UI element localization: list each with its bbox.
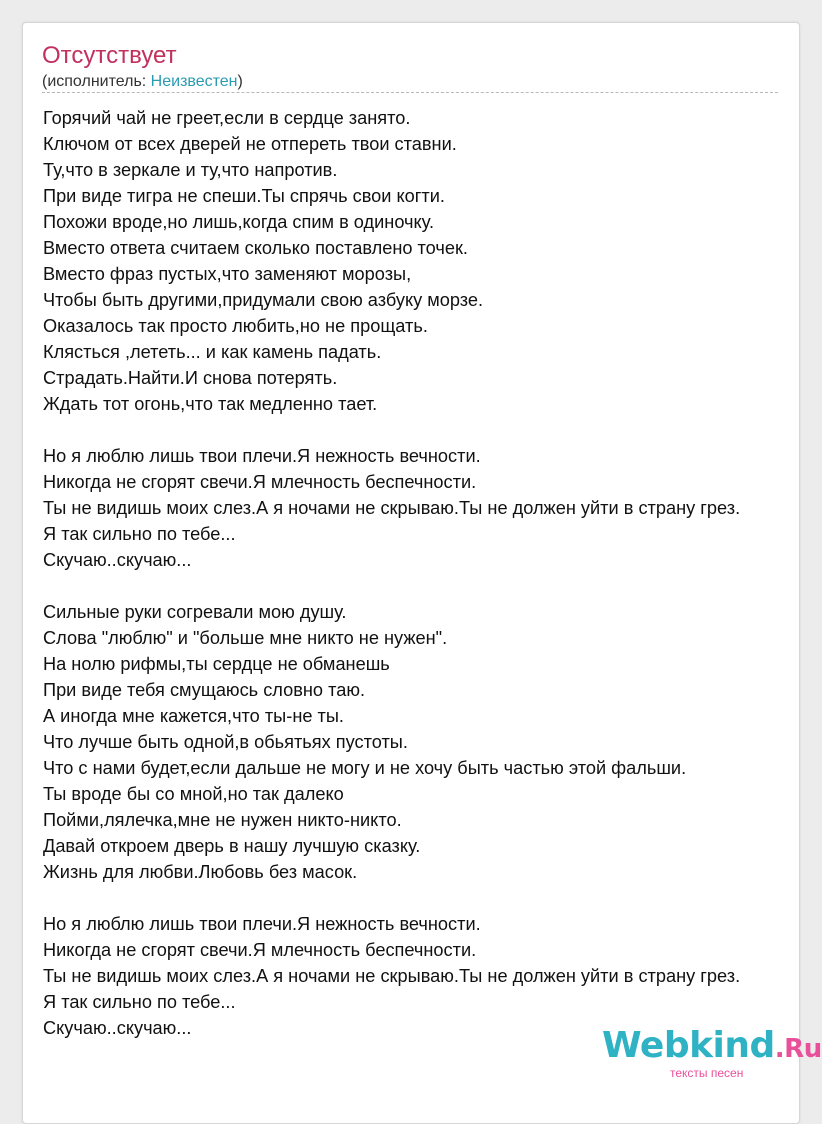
logo-tagline: тексты песен: [670, 1066, 744, 1080]
lyric-line: Ты вроде бы со мной,но так далеко: [43, 784, 344, 804]
lyric-line: Вместо ответа считаем сколько поставлено точек.: [43, 238, 468, 258]
lyric-line: Скучаю..скучаю...: [43, 1018, 192, 1038]
lyric-line: Но я люблю лишь твои плечи.Я нежность вечности.: [43, 446, 481, 466]
artist-suffix: ): [237, 73, 243, 90]
lyric-line: Пойми,лялечка,мне не нужен никто-никто.: [43, 810, 402, 830]
lyric-line: Слова "люблю" и "больше мне никто не нужен".: [43, 628, 448, 648]
lyric-line: Горячий чай не греет,если в сердце занято.: [43, 108, 411, 128]
lyric-line: Я так сильно по тебе...: [43, 524, 236, 544]
logo-wordmark: [602, 1024, 822, 1071]
song-title: Отсутствует: [42, 42, 177, 69]
lyric-line: Чтобы быть другими,придумали свою азбуку морзе.: [43, 290, 484, 310]
artist-prefix: (исполнитель:: [42, 73, 151, 90]
stanza-break: [43, 573, 820, 599]
lyric-line: Я так сильно по тебе...: [43, 992, 236, 1012]
lyric-line: Ты не видишь моих слез.А я ночами не скрываю.Ты не должен уйти в страну грез.: [43, 498, 741, 518]
lyrics-body: [43, 105, 820, 1041]
lyric-line: Оказалось так просто любить,но не прощать.: [43, 316, 428, 336]
lyric-line: Ключом от всех дверей не отпереть твои ставни.: [43, 134, 457, 154]
lyric-line: Сильные руки согревали мою душу.: [43, 602, 347, 622]
lyric-line: Никогда не сгорят свечи.Я млечность беспечности.: [43, 940, 477, 960]
lyric-line: При виде тебя смущаюсь словно таю.: [43, 680, 366, 700]
lyric-line: А иногда мне кажется,что ты-не ты.: [43, 706, 344, 726]
lyric-line: Ждать тот огонь,что так медленно тает.: [43, 394, 378, 414]
lyric-line: При виде тигра не спеши.Ты спрячь свои когти.: [43, 186, 445, 206]
lyric-line: Ты не видишь моих слез.А я ночами не скрываю.Ты не должен уйти в страну грез.: [43, 966, 741, 986]
lyric-line: Ту,что в зеркале и ту,что напротив.: [43, 160, 338, 180]
logo-main-text: Webkind: [602, 1025, 775, 1066]
dashed-divider: [42, 92, 778, 93]
lyric-line: Вместо фраз пустых,что заменяют морозы,: [43, 264, 412, 284]
lyric-line: Но я люблю лишь твои плечи.Я нежность вечности.: [43, 914, 481, 934]
stanza-break: [43, 885, 820, 911]
lyric-line: Страдать.Найти.И снова потерять.: [43, 368, 338, 388]
lyric-line: Клясться ,лететь... и как камень падать.: [43, 342, 382, 362]
lyric-line: Что с нами будет,если дальше не могу и не хочу быть частью этой фальши.: [43, 758, 687, 778]
lyric-line: Жизнь для любви.Любовь без масок.: [43, 862, 358, 882]
logo-domain-text: .Ru: [774, 1034, 822, 1064]
stanza-break: [43, 417, 820, 443]
lyric-line: На нолю рифмы,ты сердце не обманешь: [43, 654, 390, 674]
lyric-line: Давай откроем дверь в нашу лучшую сказку.: [43, 836, 421, 856]
lyric-line: Скучаю..скучаю...: [43, 550, 192, 570]
artist-line: [42, 72, 243, 92]
lyric-line: Никогда не сгорят свечи.Я млечность беспечности.: [43, 472, 477, 492]
lyric-line: Что лучше быть одной,в обьятьях пустоты.: [43, 732, 408, 752]
lyric-line: Похожи вроде,но лишь,когда спим в одиночку.: [43, 212, 434, 232]
artist-link[interactable]: Неизвестен: [150, 73, 238, 90]
site-logo[interactable]: [602, 1024, 822, 1090]
